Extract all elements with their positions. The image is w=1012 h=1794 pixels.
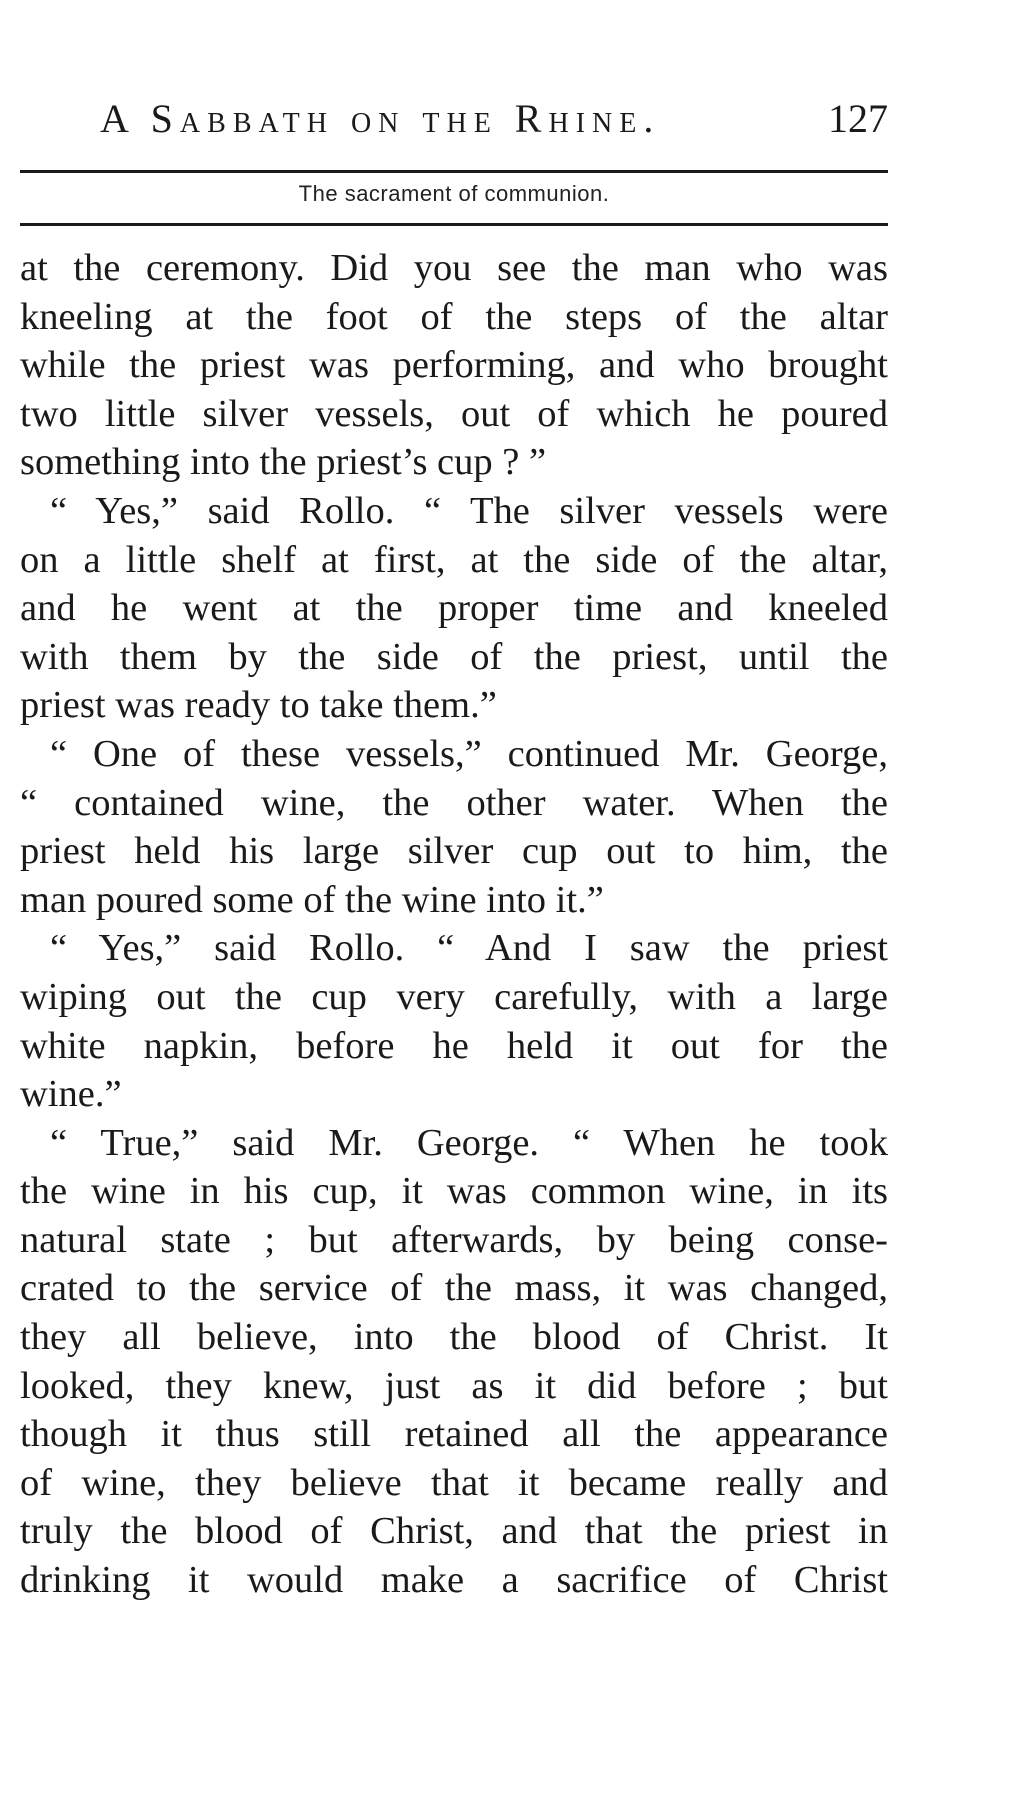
text-line: crated to the service of the mass, it was changed, bbox=[20, 1267, 888, 1310]
text-line: natural state ; but afterwards, by being conse- bbox=[20, 1218, 888, 1261]
text-line: priest held his large silver cup out to him, the bbox=[20, 830, 888, 873]
text-line: “ One of these vessels,” continued Mr. George, bbox=[50, 732, 888, 775]
text-line: “ Yes,” said Rollo. “ The silver vessels were bbox=[50, 489, 888, 532]
section-subtitle: The sacrament of communion. bbox=[298, 181, 610, 206]
text-line: “ contained wine, the other water. When the bbox=[20, 781, 888, 824]
text-line: the wine in his cup, it was common wine, in its bbox=[20, 1170, 888, 1213]
text-line: at the ceremony. Did you see the man who was bbox=[20, 247, 888, 289]
text-line: “ Yes,” said Rollo. “ And I saw the priest bbox=[50, 927, 888, 970]
text-line: looked, they knew, just as it did before ; but bbox=[20, 1364, 888, 1407]
text-line: on a little shelf at first, at the side of the altar, bbox=[20, 538, 888, 581]
text-line: something into the priest’s cup ? ” bbox=[20, 441, 547, 484]
text-line: drinking it would make a sacrifice of Christ bbox=[20, 1559, 888, 1602]
text-line: of wine, they believe that it became really and bbox=[20, 1461, 888, 1504]
page-number: 127 bbox=[828, 96, 888, 141]
text-line: priest was ready to take them.” bbox=[20, 684, 497, 727]
text-line: “ True,” said Mr. George. “ When he took bbox=[50, 1121, 888, 1164]
header-rule-bottom bbox=[20, 223, 888, 226]
text-line: with them by the side of the priest, until the bbox=[20, 635, 888, 678]
text-line: though it thus still retained all the appearance bbox=[20, 1413, 888, 1456]
text-line: truly the blood of Christ, and that the priest in bbox=[20, 1510, 888, 1553]
header-rule-top bbox=[20, 170, 888, 173]
running-title: A Sabbath on the Rhine. bbox=[100, 96, 661, 141]
text-line: wiping out the cup very carefully, with a large bbox=[20, 975, 888, 1018]
text-line: white napkin, before he held it out for the bbox=[20, 1024, 888, 1067]
body-text bbox=[20, 244, 888, 1605]
text-line: man poured some of the wine into it.” bbox=[20, 878, 604, 921]
text-line: kneeling at the foot of the steps of the altar bbox=[20, 295, 888, 338]
text-line: wine.” bbox=[20, 1073, 122, 1116]
running-head bbox=[20, 95, 888, 155]
text-line: two little silver vessels, out of which he poured bbox=[20, 392, 888, 435]
text-line: and he went at the proper time and kneeled bbox=[20, 587, 888, 630]
text-line: while the priest was performing, and who brought bbox=[20, 344, 888, 387]
text-line: they all believe, into the blood of Christ. It bbox=[20, 1316, 888, 1359]
